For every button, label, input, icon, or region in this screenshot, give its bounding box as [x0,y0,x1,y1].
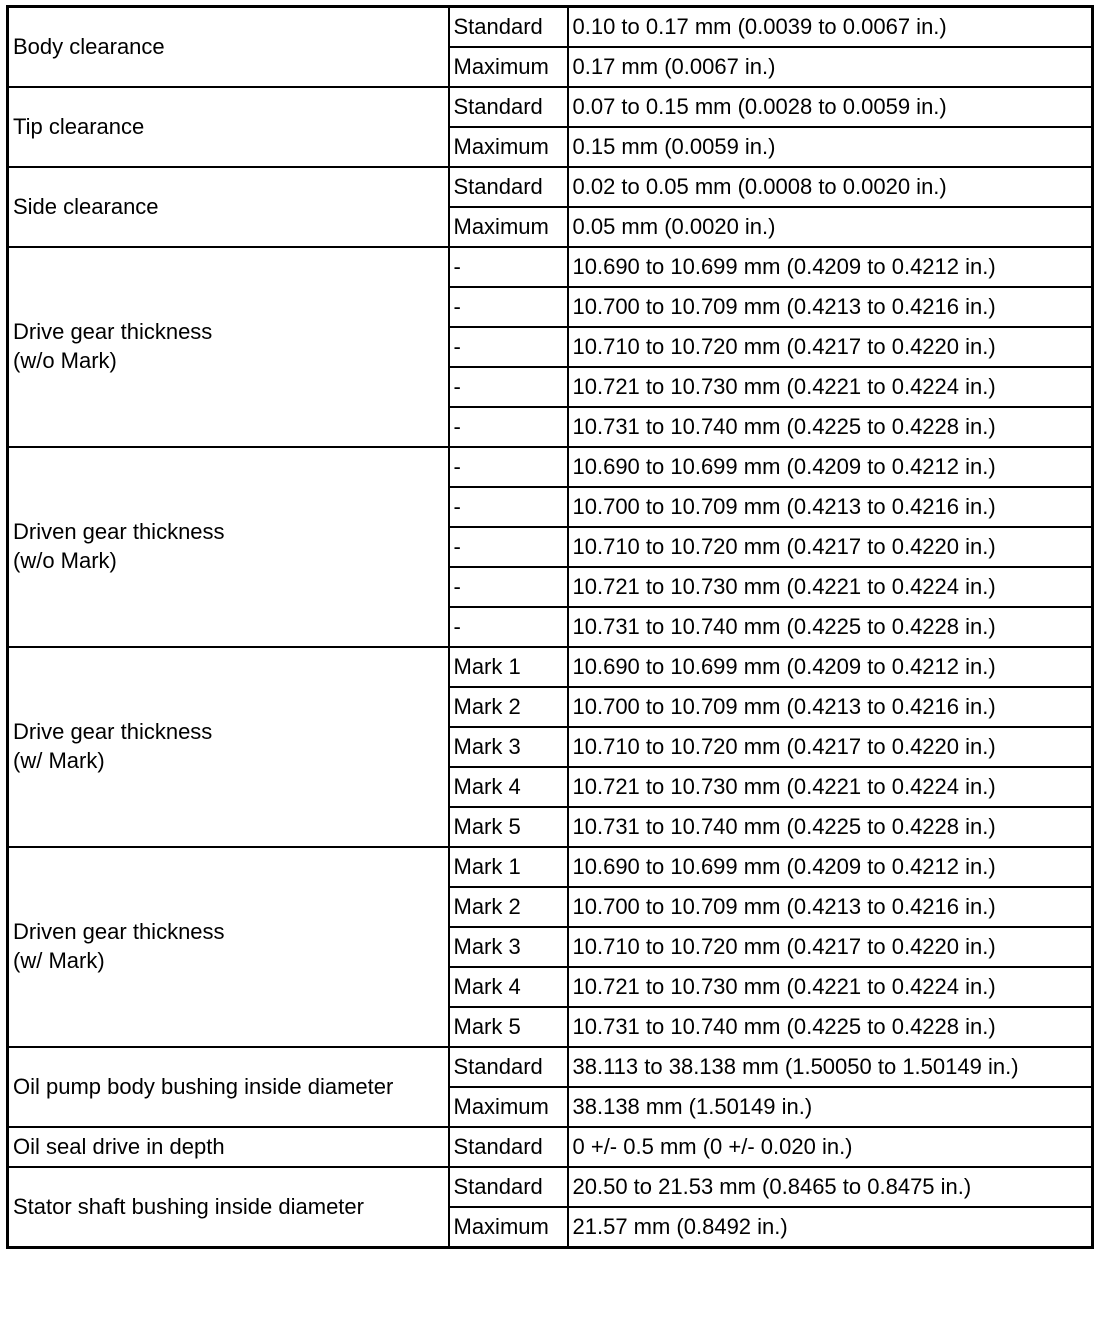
specification-value-cell: 10.690 to 10.699 mm (0.4209 to 0.4212 in.) [568,847,1093,887]
specification-value-cell: 10.700 to 10.709 mm (0.4213 to 0.4216 in.) [568,487,1093,527]
specification-value-cell: 10.721 to 10.730 mm (0.4221 to 0.4224 in.) [568,567,1093,607]
table-row [8,7,1093,48]
table-row [8,167,1093,207]
specification-value-cell: 10.731 to 10.740 mm (0.4225 to 0.4228 in.) [568,607,1093,647]
table-row [8,1047,1093,1087]
table-row [8,647,1093,687]
condition-cell: - [449,327,568,367]
condition-cell: Mark 5 [449,1007,568,1047]
specification-value-cell: 10.710 to 10.720 mm (0.4217 to 0.4220 in.) [568,727,1093,767]
condition-cell: - [449,367,568,407]
item-name-cell [8,847,449,1047]
item-name-line: Oil pump body bushing inside diameter [13,1073,394,1099]
condition-cell: - [449,527,568,567]
condition-cell: Standard [449,167,568,207]
specification-value-cell: 0.10 to 0.17 mm (0.0039 to 0.0067 in.) [568,7,1093,48]
item-name-cell [8,1127,449,1167]
specification-value-cell: 10.731 to 10.740 mm (0.4225 to 0.4228 in.) [568,407,1093,447]
condition-cell: Maximum [449,127,568,167]
item-name-line: (w/o Mark) [13,348,117,373]
table-row [8,87,1093,127]
specification-value-cell: 0.05 mm (0.0020 in.) [568,207,1093,247]
item-name-cell [8,247,449,447]
table-row [8,247,1093,287]
item-name-line: (w/ Mark) [13,948,105,973]
specification-value-cell: 0 +/- 0.5 mm (0 +/- 0.020 in.) [568,1127,1093,1167]
table-row [8,1167,1093,1207]
specification-value-cell: 10.700 to 10.709 mm (0.4213 to 0.4216 in.) [568,287,1093,327]
table-row [8,447,1093,487]
specification-value-cell: 10.700 to 10.709 mm (0.4213 to 0.4216 in.) [568,687,1093,727]
item-name-cell [8,647,449,847]
condition-cell: Maximum [449,47,568,87]
specification-value-cell: 0.17 mm (0.0067 in.) [568,47,1093,87]
specification-value-cell: 21.57 mm (0.8492 in.) [568,1207,1093,1248]
item-name-line: Tip clearance [13,113,145,139]
item-name-cell [8,1167,449,1248]
condition-cell: Standard [449,1047,568,1087]
specification-value-cell: 10.721 to 10.730 mm (0.4221 to 0.4224 in.) [568,367,1093,407]
item-name-line: Stator shaft bushing inside diameter [13,1193,364,1219]
item-name-line: Side clearance [13,193,159,219]
specification-value-cell: 10.731 to 10.740 mm (0.4225 to 0.4228 in.) [568,1007,1093,1047]
item-name-cell [8,1047,449,1127]
specification-value-cell: 10.731 to 10.740 mm (0.4225 to 0.4228 in.) [568,807,1093,847]
condition-cell: - [449,287,568,327]
table-row [8,1127,1093,1167]
condition-cell: Standard [449,87,568,127]
item-name-line: Drive gear thickness [13,719,213,745]
item-name-cell [8,87,449,167]
condition-cell: Mark 2 [449,887,568,927]
item-name-line: (w/ Mark) [13,748,105,773]
condition-cell: Mark 1 [449,647,568,687]
condition-cell: Mark 1 [449,847,568,887]
specification-value-cell: 0.07 to 0.15 mm (0.0028 to 0.0059 in.) [568,87,1093,127]
condition-cell: Mark 3 [449,927,568,967]
condition-cell: Mark 3 [449,727,568,767]
specification-value-cell: 10.700 to 10.709 mm (0.4213 to 0.4216 in.) [568,887,1093,927]
specification-value-cell: 10.721 to 10.730 mm (0.4221 to 0.4224 in.) [568,967,1093,1007]
condition-cell: - [449,607,568,647]
specification-value-cell: 38.113 to 38.138 mm (1.50050 to 1.50149 in.) [568,1047,1093,1087]
item-name-line: (w/o Mark) [13,548,117,573]
specification-value-cell: 10.710 to 10.720 mm (0.4217 to 0.4220 in.) [568,527,1093,567]
specification-table-body [8,7,1093,1248]
condition-cell: - [449,407,568,447]
specification-value-cell: 0.02 to 0.05 mm (0.0008 to 0.0020 in.) [568,167,1093,207]
condition-cell: Mark 4 [449,767,568,807]
condition-cell: Maximum [449,1207,568,1248]
condition-cell: Maximum [449,207,568,247]
condition-cell: Mark 2 [449,687,568,727]
specification-table [6,5,1094,1249]
specification-value-cell: 10.721 to 10.730 mm (0.4221 to 0.4224 in.) [568,767,1093,807]
specification-value-cell: 10.690 to 10.699 mm (0.4209 to 0.4212 in.) [568,247,1093,287]
specification-value-cell: 10.690 to 10.699 mm (0.4209 to 0.4212 in.) [568,647,1093,687]
table-row [8,847,1093,887]
condition-cell: Standard [449,7,568,48]
item-name-line: Drive gear thickness [13,319,213,345]
specification-value-cell: 0.15 mm (0.0059 in.) [568,127,1093,167]
condition-cell: - [449,487,568,527]
item-name-line: Driven gear thickness [13,519,225,545]
specification-value-cell: 38.138 mm (1.50149 in.) [568,1087,1093,1127]
item-name-line: Body clearance [13,33,165,59]
condition-cell: Mark 5 [449,807,568,847]
condition-cell: - [449,447,568,487]
condition-cell: - [449,567,568,607]
item-name-line: Oil seal drive in depth [13,1133,225,1159]
condition-cell: Standard [449,1127,568,1167]
condition-cell: Standard [449,1167,568,1207]
condition-cell: - [449,247,568,287]
item-name-cell [8,447,449,647]
item-name-cell [8,7,449,88]
specification-value-cell: 10.710 to 10.720 mm (0.4217 to 0.4220 in.) [568,327,1093,367]
item-name-line: Driven gear thickness [13,919,225,945]
condition-cell: Maximum [449,1087,568,1127]
specification-value-cell: 10.710 to 10.720 mm (0.4217 to 0.4220 in.) [568,927,1093,967]
specification-value-cell: 20.50 to 21.53 mm (0.8465 to 0.8475 in.) [568,1167,1093,1207]
condition-cell: Mark 4 [449,967,568,1007]
item-name-cell [8,167,449,247]
specification-value-cell: 10.690 to 10.699 mm (0.4209 to 0.4212 in.) [568,447,1093,487]
